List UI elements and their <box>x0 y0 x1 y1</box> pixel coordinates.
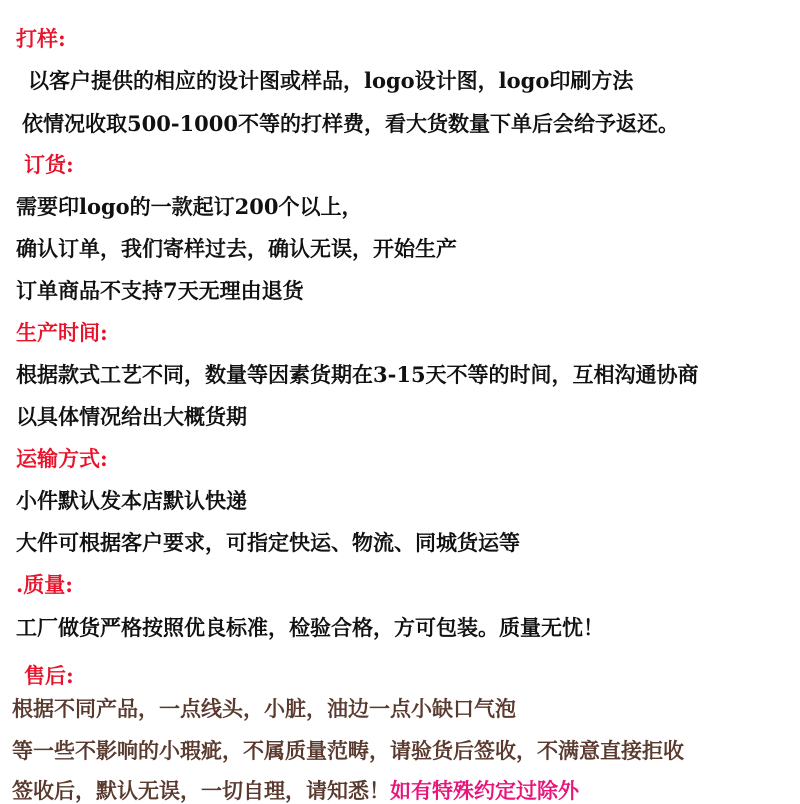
quality-heading: .质量: <box>16 572 74 597</box>
ordering-line-1: 需要印logo的一款起订200个以上， <box>16 194 363 219</box>
shipping-line-2: 大件可根据客户要求，可指定快运、物流、同城货运等 <box>16 530 520 555</box>
ordering-line-2: 确认订单，我们寄样过去，确认无误，开始生产 <box>16 236 457 261</box>
after-sales-line-2: 等一些不影响的小瑕疵，不属质量范畴，请验货后签收，不满意直接拒收 <box>12 738 684 763</box>
ordering-heading: 订货: <box>24 152 74 177</box>
after-sales-line-3 <box>12 778 579 804</box>
quality-line-1: 工厂做货严格按照优良标准，检验合格，方可包装。质量无忧！ <box>16 615 604 640</box>
shipping-line-1: 小件默认发本店默认快递 <box>16 488 247 513</box>
ordering-line-3: 订单商品不支持7天无理由退货 <box>16 278 304 303</box>
production-heading: 生产时间: <box>16 320 108 345</box>
production-line-2: 以具体情况给出大概货期 <box>16 404 247 429</box>
shipping-heading: 运输方式: <box>16 446 108 471</box>
after-sales-line-3-text: 签收后，默认无误，一切自理，请知悉！ <box>12 778 390 803</box>
after-sales-line-1: 根据不同产品，一点线头，小脏，油边一点小缺口气泡 <box>12 696 516 721</box>
production-line-1: 根据款式工艺不同，数量等因素货期在3-15天不等的时间，互相沟通协商 <box>16 362 699 387</box>
after-sales-notice: 如有特殊约定过除外 <box>390 778 579 803</box>
sampling-heading: 打样: <box>16 26 66 51</box>
sampling-line-2: 依情况收取500-1000不等的打样费，看大货数量下单后会给予返还。 <box>22 111 679 136</box>
after-sales-heading: 售后: <box>24 663 74 688</box>
sampling-line-1: 以客户提供的相应的设计图或样品，logo设计图，logo印刷方法 <box>28 68 634 93</box>
